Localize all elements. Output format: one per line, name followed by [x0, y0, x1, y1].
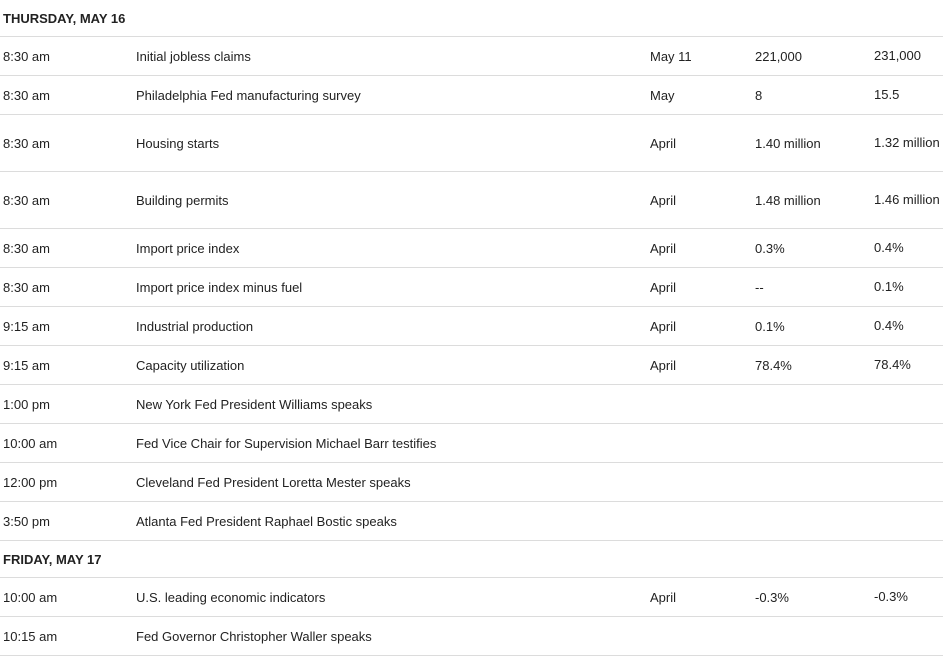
calendar-row — [0, 463, 943, 502]
event-name: U.S. leading economic indicators — [136, 589, 326, 605]
calendar-row — [0, 617, 943, 656]
event-time: 12:00 pm — [3, 474, 58, 490]
event-time: 8:30 am — [3, 48, 50, 64]
event-name: Cleveland Fed President Loretta Mester speaks — [136, 474, 411, 490]
event-previous: 78.4% — [874, 357, 911, 372]
event-forecast: 8 — [755, 87, 763, 103]
event-name: Initial jobless claims — [136, 48, 251, 64]
event-time: 9:15 am — [3, 318, 50, 334]
event-name: Import price index — [136, 240, 240, 256]
calendar-row — [0, 76, 943, 115]
calendar-row — [0, 307, 943, 346]
event-period: April — [650, 192, 677, 208]
event-forecast: 221,000 — [755, 48, 802, 64]
calendar-row — [0, 424, 943, 463]
event-time: 10:00 am — [3, 435, 58, 451]
event-period: April — [650, 589, 677, 605]
event-forecast: 0.1% — [755, 318, 785, 334]
event-previous: 1.46 million — [874, 192, 940, 207]
event-previous: 0.1% — [874, 279, 904, 294]
event-period: April — [650, 240, 677, 256]
calendar-row — [0, 578, 943, 617]
calendar-row — [0, 229, 943, 268]
event-time: 10:00 am — [3, 589, 58, 605]
event-name: Fed Governor Christopher Waller speaks — [136, 628, 372, 644]
event-forecast: 0.3% — [755, 240, 785, 256]
event-name: Fed Vice Chair for Supervision Michael Barr testifies — [136, 435, 437, 451]
event-forecast: 1.48 million — [755, 192, 821, 208]
calendar-row — [0, 385, 943, 424]
event-name: New York Fed President Williams speaks — [136, 396, 373, 412]
event-period: May 11 — [650, 48, 692, 64]
event-name: Housing starts — [136, 135, 220, 151]
day-header: THURSDAY, MAY 16 — [0, 0, 943, 37]
event-time: 8:30 am — [3, 135, 50, 151]
event-period: May — [650, 87, 675, 103]
event-time: 9:15 am — [3, 357, 50, 373]
event-previous: 1.32 million — [874, 135, 940, 150]
event-forecast: -- — [755, 279, 764, 295]
calendar-row — [0, 115, 943, 172]
event-time: 8:30 am — [3, 192, 50, 208]
event-time: 10:15 am — [3, 628, 58, 644]
event-period: April — [650, 135, 677, 151]
event-time: 8:30 am — [3, 240, 50, 256]
event-time: 8:30 am — [3, 279, 50, 295]
event-previous: 0.4% — [874, 318, 904, 333]
event-forecast: 1.40 million — [755, 135, 821, 151]
calendar-row — [0, 172, 943, 229]
event-name: Capacity utilization — [136, 357, 245, 373]
event-period: April — [650, 279, 677, 295]
event-name: Industrial production — [136, 318, 254, 334]
event-forecast: -0.3% — [755, 589, 789, 605]
event-name: Import price index minus fuel — [136, 279, 303, 295]
event-time: 8:30 am — [3, 87, 50, 103]
event-previous: 0.4% — [874, 240, 904, 255]
calendar-row — [0, 268, 943, 307]
event-forecast: 78.4% — [755, 357, 792, 373]
event-time: 3:50 pm — [3, 513, 50, 529]
event-name: Building permits — [136, 192, 229, 208]
event-name: Atlanta Fed President Raphael Bostic speaks — [136, 513, 397, 529]
event-period: April — [650, 357, 677, 373]
calendar-row — [0, 37, 943, 76]
calendar-row — [0, 502, 943, 541]
event-period: April — [650, 318, 677, 334]
event-time: 1:00 pm — [3, 396, 50, 412]
day-header: FRIDAY, MAY 17 — [0, 541, 943, 578]
event-previous: 231,000 — [874, 48, 921, 63]
event-previous: 15.5 — [874, 87, 900, 102]
calendar-row — [0, 346, 943, 385]
event-previous: -0.3% — [874, 589, 908, 604]
event-name: Philadelphia Fed manufacturing survey — [136, 87, 361, 103]
